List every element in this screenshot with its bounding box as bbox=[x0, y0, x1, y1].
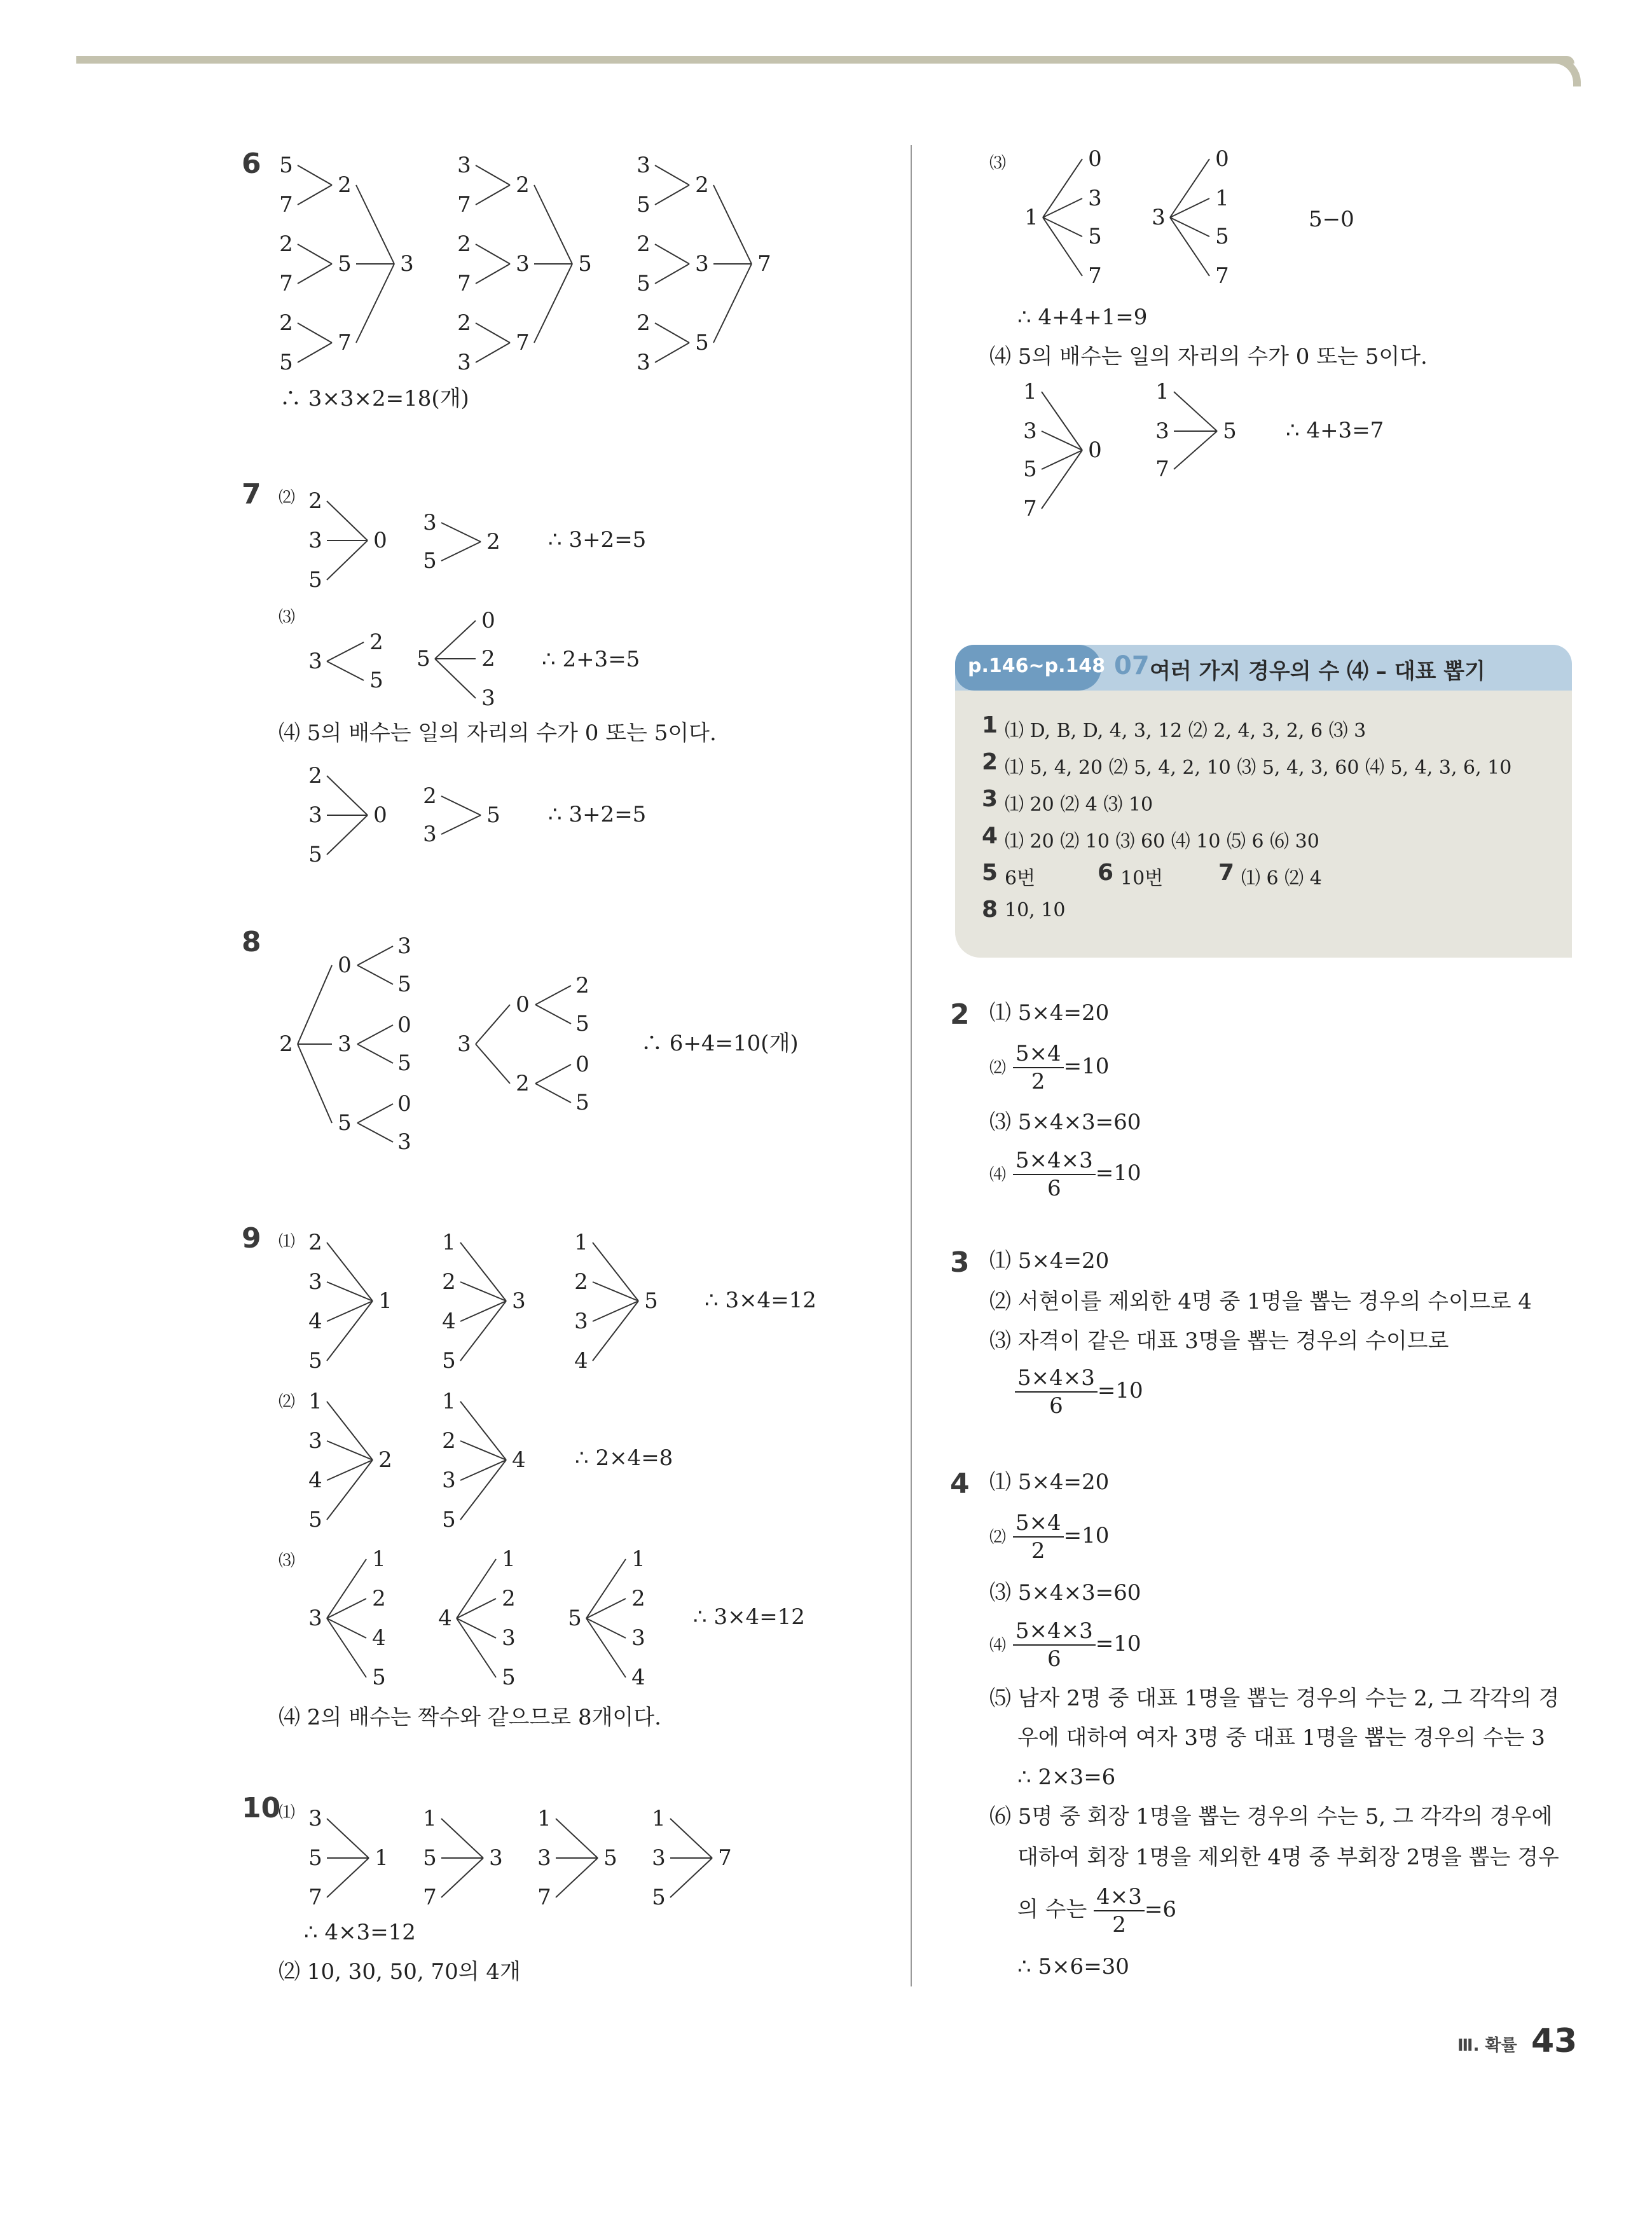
tree-edge bbox=[441, 1858, 483, 1897]
tree-node: 2 bbox=[637, 310, 650, 336]
problem-10-result-1: ∴ 4×3=12 bbox=[304, 1920, 416, 1945]
tree-node: 7 bbox=[757, 251, 771, 277]
tree-node: 7 bbox=[457, 271, 471, 296]
answer-box-row-text: ⑴ D, B, D, 4, 3, 12 ⑵ 2, 4, 3, 2, 6 ⑶ 3 bbox=[1005, 720, 1366, 742]
tree-node: 1 bbox=[423, 1806, 437, 1831]
tree-node: 3 bbox=[423, 822, 437, 847]
tree-node: 3 bbox=[308, 1606, 322, 1631]
tree-node: 5 bbox=[644, 1288, 658, 1314]
tree-edge bbox=[327, 1858, 369, 1897]
tree-node: 3 bbox=[1152, 205, 1166, 230]
tree-node: 0 bbox=[373, 528, 387, 553]
answer-box-row-number: 6 bbox=[1098, 860, 1114, 886]
tree-node: 7 bbox=[279, 271, 293, 296]
tree-node: 1 bbox=[442, 1230, 456, 1255]
tree-node: 2 bbox=[574, 1269, 588, 1295]
problem-9-note-4: ⑷ 2의 배수는 짝수와 같으므로 8개이다. bbox=[279, 1705, 661, 1730]
right-top-trees bbox=[0, 0, 1652, 572]
tree-node: 3 bbox=[652, 1845, 666, 1871]
tree-node: 5 bbox=[416, 646, 430, 671]
tree-node: 7 bbox=[457, 192, 471, 217]
tree-node: 3 bbox=[516, 251, 530, 277]
solution-3-number: 3 bbox=[950, 1246, 970, 1279]
solution-4-a2: ⑵ $\frac{5\times 4}{2}$ =10 bbox=[989, 1510, 1110, 1564]
tree-node: 3 bbox=[457, 350, 471, 375]
answer-box-row-text: 6번 bbox=[1005, 867, 1036, 890]
problem-8-number: 8 bbox=[242, 926, 261, 958]
footer-section: Ⅲ. 확률 bbox=[1457, 2036, 1517, 2055]
right-text-5-0: 5−0 bbox=[1309, 207, 1354, 232]
problem-10-note-2: ⑵ 10, 30, 50, 70의 4개 bbox=[279, 1959, 521, 1985]
tree-node: 3 bbox=[308, 802, 322, 828]
tree-node: 5 bbox=[423, 1845, 437, 1871]
tree-node: 2 bbox=[279, 231, 293, 257]
tree-edge bbox=[441, 1819, 483, 1858]
tree-node: 5 bbox=[486, 802, 500, 828]
tree-node: 3 bbox=[637, 350, 650, 375]
tree-edge bbox=[327, 1819, 369, 1858]
solution-4-a5-line2: 우에 대하여 여자 3명 중 대표 1명을 뽑는 경우의 수는 3 bbox=[1017, 1725, 1545, 1751]
tree-node: 2 bbox=[308, 488, 322, 514]
tree-node: 3 bbox=[457, 1031, 471, 1057]
tree-node: 2 bbox=[457, 310, 471, 336]
tree-node: 3 bbox=[1155, 418, 1169, 444]
tree-node: 7 bbox=[423, 1885, 437, 1910]
tree-node: 2 bbox=[442, 1428, 456, 1454]
problem-6-result: ∴ 3×3×2=18(개) bbox=[280, 386, 469, 411]
tree-node: 2 bbox=[502, 1586, 516, 1611]
tree-node: 0 bbox=[338, 953, 352, 978]
answer-box-row-number: 3 bbox=[982, 786, 998, 812]
solution-2-a2: ⑵ $\frac{5\times 4}{2}$ =10 bbox=[989, 1041, 1110, 1094]
solution-4-a5-result: ∴ 2×3=6 bbox=[1017, 1765, 1116, 1790]
tree-node: 4 bbox=[442, 1309, 456, 1334]
problem-7-number: 7 bbox=[242, 478, 261, 511]
tree-node: 7 bbox=[308, 1885, 322, 1910]
tree-node: 0 bbox=[1088, 146, 1102, 172]
tree-node: 2 bbox=[486, 529, 500, 554]
tree-node: 5 bbox=[575, 1090, 589, 1115]
problem-9-number: 9 bbox=[242, 1222, 261, 1255]
tree-node: 1 bbox=[1155, 379, 1169, 404]
tree-node: 0 bbox=[397, 1012, 411, 1038]
tree-node: 5 bbox=[308, 1348, 322, 1373]
tree-node: 5 bbox=[279, 350, 293, 375]
tree-node: 7 bbox=[516, 330, 530, 355]
tree-node: 5 bbox=[1223, 418, 1237, 444]
tree-node: 2 bbox=[279, 310, 293, 336]
tree-node: 5 bbox=[652, 1885, 666, 1910]
tree-node: 4 bbox=[308, 1468, 322, 1493]
tree-node: 5 bbox=[423, 548, 437, 574]
tree-node: 2 bbox=[695, 172, 709, 198]
tree-node: 1 bbox=[631, 1546, 645, 1572]
problem-9-label-1: ⑴ bbox=[279, 1232, 296, 1251]
tree-node: 5 bbox=[502, 1665, 516, 1690]
solution-4-a1: ⑴ 5×4=20 bbox=[989, 1469, 1110, 1495]
tree-node: 5 bbox=[603, 1845, 617, 1871]
tree-node: 2 bbox=[457, 231, 471, 257]
tree-node: 0 bbox=[1215, 146, 1229, 172]
tree-node: 3 bbox=[489, 1845, 503, 1871]
answer-box-row-number: 8 bbox=[982, 897, 998, 923]
right-label-3: ⑶ bbox=[989, 154, 1007, 173]
right-result-3: ∴ 4+4+1=9 bbox=[1017, 305, 1148, 330]
tree-node: 5 bbox=[397, 972, 411, 997]
tree-node: 5 bbox=[397, 1050, 411, 1076]
tree-node: 1 bbox=[574, 1230, 588, 1255]
solution-2-number: 2 bbox=[950, 998, 970, 1031]
tree-node: 5 bbox=[308, 567, 322, 593]
answer-box-row-text: ⑴ 6 ⑵ 4 bbox=[1241, 867, 1322, 890]
tree-node: 7 bbox=[1088, 263, 1102, 289]
tree-node: 3 bbox=[338, 1031, 352, 1057]
tree-node: 2 bbox=[575, 973, 589, 998]
tree-node: 3 bbox=[457, 153, 471, 178]
tree-node: 1 bbox=[308, 1389, 322, 1414]
tree-node: 1 bbox=[537, 1806, 551, 1831]
tree-edge bbox=[1174, 431, 1217, 469]
tree-edge bbox=[1042, 450, 1082, 509]
tree-node: 2 bbox=[372, 1586, 386, 1611]
tree-node: 3 bbox=[423, 510, 437, 535]
tree-node: 3 bbox=[308, 649, 322, 674]
solution-3-a1: ⑴ 5×4=20 bbox=[989, 1248, 1110, 1274]
problem-7-note-4: ⑷ 5의 배수는 일의 자리의 수가 0 또는 5이다. bbox=[279, 720, 717, 746]
tree-node: 3 bbox=[442, 1468, 456, 1493]
tree-node: 5 bbox=[369, 668, 383, 693]
solution-4-a4: ⑷ $\frac{5\times 4\times 3}{6}$ =10 bbox=[989, 1618, 1141, 1672]
tree-node: 5 bbox=[568, 1606, 582, 1631]
tree-edge bbox=[1170, 217, 1209, 276]
problem-9-result-2: ∴ 2×4=8 bbox=[575, 1445, 673, 1471]
problem-9-result-1: ∴ 3×4=12 bbox=[705, 1288, 816, 1313]
problem-9-result-3: ∴ 3×4=12 bbox=[693, 1604, 805, 1630]
tree-node: 2 bbox=[378, 1447, 392, 1473]
solution-2-a1: ⑴ 5×4=20 bbox=[989, 1000, 1110, 1026]
tree-node: 2 bbox=[631, 1586, 645, 1611]
tree-edge bbox=[1174, 392, 1217, 431]
tree-node: 4 bbox=[372, 1625, 386, 1651]
tree-node: 3 bbox=[637, 153, 650, 178]
solution-4-a5-line1: ⑸ 남자 2명 중 대표 1명을 뽑는 경우의 수는 2, 그 각각의 경 bbox=[989, 1686, 1560, 1711]
tree-node: 0 bbox=[1088, 437, 1102, 463]
right-result-4: ∴ 4+3=7 bbox=[1286, 418, 1384, 443]
answer-box-row-text: ⑴ 20 ⑵ 10 ⑶ 60 ⑷ 10 ⑸ 6 ⑹ 30 bbox=[1005, 830, 1319, 853]
tree-edge bbox=[1043, 217, 1082, 276]
tree-node: 7 bbox=[1155, 457, 1169, 482]
tree-node: 1 bbox=[502, 1546, 516, 1572]
tree-node: 4 bbox=[308, 1309, 322, 1334]
answer-box-row-number: 1 bbox=[982, 712, 998, 738]
tree-node: 5 bbox=[308, 842, 322, 867]
tree-node: 3 bbox=[308, 1428, 322, 1454]
tree-node: 0 bbox=[397, 1091, 411, 1117]
problem-7-result-3: ∴ 2+3=5 bbox=[542, 647, 640, 672]
answer-box-row-number: 2 bbox=[982, 749, 998, 775]
problem-7-label-3: ⑶ bbox=[279, 608, 296, 627]
tree-node: 3 bbox=[400, 251, 414, 277]
tree-node: 4 bbox=[512, 1447, 526, 1473]
tree-edge bbox=[1042, 392, 1082, 450]
problem-7-result-2: ∴ 3+2=5 bbox=[548, 527, 647, 553]
tree-node: 7 bbox=[537, 1885, 551, 1910]
answer-box-row-number: 4 bbox=[982, 823, 998, 849]
solution-4-a6-result: ∴ 5×6=30 bbox=[1017, 1954, 1129, 1979]
tree-node: 1 bbox=[1023, 379, 1037, 404]
tree-node: 1 bbox=[1215, 186, 1229, 211]
tree-node: 1 bbox=[442, 1389, 456, 1414]
tree-edge bbox=[556, 1819, 598, 1858]
tree-node: 2 bbox=[308, 763, 322, 788]
tree-node: 5 bbox=[308, 1507, 322, 1532]
tree-node: 4 bbox=[438, 1606, 452, 1631]
tree-node: 5 bbox=[695, 330, 709, 355]
tree-node: 3 bbox=[512, 1288, 526, 1314]
problem-6-number: 6 bbox=[242, 148, 261, 180]
tree-node: 1 bbox=[375, 1845, 389, 1871]
tree-node: 0 bbox=[575, 1052, 589, 1077]
tree-node: 2 bbox=[481, 646, 495, 671]
tree-node: 4 bbox=[631, 1665, 645, 1690]
tree-node: 5 bbox=[442, 1507, 456, 1532]
tree-node: 5 bbox=[637, 192, 650, 217]
tree-node: 0 bbox=[373, 802, 387, 828]
solution-4-a6-line1: ⑹ 5명 중 회장 1명을 뽑는 경우의 수는 5, 그 각각의 경우에 bbox=[989, 1804, 1553, 1829]
tree-node: 0 bbox=[516, 992, 530, 1017]
tree-edge bbox=[670, 1819, 712, 1858]
page-number: 43 bbox=[1531, 2022, 1578, 2060]
tree-node: 5 bbox=[338, 1110, 352, 1136]
problem-7-label-2: ⑵ bbox=[279, 488, 296, 507]
tree-node: 3 bbox=[308, 528, 322, 553]
solution-3-a2: ⑵ 서현이를 제외한 4명 중 1명을 뽑는 경우의 수이므로 4 bbox=[989, 1289, 1532, 1314]
tree-node: 7 bbox=[1023, 496, 1037, 521]
solution-2-a4: ⑷ $\frac{5\times 4\times 3}{6}$ =10 bbox=[989, 1148, 1141, 1201]
tree-node: 1 bbox=[372, 1546, 386, 1572]
tree-node: 3 bbox=[695, 251, 709, 277]
answer-box-row-text: ⑴ 5, 4, 20 ⑵ 5, 4, 2, 10 ⑶ 5, 4, 3, 60 ⑷ 5, 4, 3, 6, 10 bbox=[1005, 757, 1512, 779]
tree-node: 5 bbox=[372, 1665, 386, 1690]
tree-node: 3 bbox=[397, 933, 411, 959]
answer-box-row-text: 10번 bbox=[1120, 867, 1164, 890]
tree-node: 7 bbox=[279, 192, 293, 217]
tree-edge bbox=[670, 1858, 712, 1897]
solution-4-a6-line3: 의 수는 $\frac{4\times 3}{2}$ =6 bbox=[1017, 1884, 1177, 1937]
solution-2-a3: ⑶ 5×4×3=60 bbox=[989, 1110, 1141, 1135]
tree-node: 2 bbox=[516, 1071, 530, 1096]
tree-node: 0 bbox=[481, 608, 495, 633]
answer-box-row-text: ⑴ 20 ⑵ 4 ⑶ 10 bbox=[1005, 794, 1153, 816]
tree-edge bbox=[1043, 159, 1082, 217]
tree-node: 3 bbox=[1088, 186, 1102, 211]
tree-node: 2 bbox=[369, 630, 383, 655]
tree-node: 5 bbox=[442, 1348, 456, 1373]
tree-node: 5 bbox=[575, 1011, 589, 1036]
tree-node: 7 bbox=[1215, 263, 1229, 289]
problem-7-result-4: ∴ 3+2=5 bbox=[548, 802, 647, 827]
tree-node: 3 bbox=[481, 685, 495, 711]
tree-node: 2 bbox=[637, 231, 650, 257]
tree-node: 5 bbox=[338, 251, 352, 277]
tree-node: 5 bbox=[308, 1845, 322, 1871]
answer-box-row-number: 7 bbox=[1218, 860, 1235, 886]
solution-3-a3-fraction: $\frac{5\times 4\times 3}{6}$ =10 bbox=[1015, 1367, 1143, 1417]
tree-node: 3 bbox=[308, 1269, 322, 1295]
tree-node: 5 bbox=[1023, 457, 1037, 482]
tree-node: 2 bbox=[308, 1230, 322, 1255]
tree-node: 2 bbox=[279, 1031, 293, 1057]
tree-node: 3 bbox=[574, 1309, 588, 1334]
tree-node: 3 bbox=[631, 1625, 645, 1651]
tree-node: 4 bbox=[574, 1348, 588, 1373]
tree-node: 5 bbox=[578, 251, 592, 277]
problem-9-label-3: ⑶ bbox=[279, 1552, 296, 1571]
tree-node: 5 bbox=[1088, 224, 1102, 249]
solution-3-a3: ⑶ 자격이 같은 대표 3명을 뽑는 경우의 수이므로 bbox=[989, 1328, 1449, 1354]
solution-4-number: 4 bbox=[950, 1468, 970, 1500]
tree-node: 2 bbox=[338, 172, 352, 198]
answer-box-row-number: 5 bbox=[982, 860, 998, 886]
right-note-4: ⑷ 5의 배수는 일의 자리의 수가 0 또는 5이다. bbox=[989, 344, 1428, 369]
solution-4-a3: ⑶ 5×4×3=60 bbox=[989, 1580, 1141, 1606]
problem-8-result: ∴ 6+4=10(개) bbox=[641, 1031, 799, 1056]
answer-box-pages: p.146~p.148 bbox=[968, 655, 1106, 677]
tree-node: 1 bbox=[652, 1806, 666, 1831]
tree-node: 3 bbox=[537, 1845, 551, 1871]
problem-10-number: 10 bbox=[242, 1792, 281, 1824]
tree-node: 2 bbox=[423, 783, 437, 809]
tree-node: 7 bbox=[338, 330, 352, 355]
tree-node: 3 bbox=[308, 1806, 322, 1831]
answer-box-code: 07 bbox=[1114, 651, 1150, 680]
problem-10-label-1: ⑴ bbox=[279, 1803, 296, 1822]
tree-node: 2 bbox=[516, 172, 530, 198]
tree-node: 1 bbox=[378, 1288, 392, 1314]
tree-node: 3 bbox=[397, 1129, 411, 1155]
tree-node: 7 bbox=[718, 1845, 732, 1871]
tree-node: 3 bbox=[1023, 418, 1037, 444]
tree-node: 5 bbox=[279, 153, 293, 178]
answer-box-title: 여러 가지 경우의 수 ⑷ – 대표 뽑기 bbox=[1150, 659, 1485, 684]
tree-node: 3 bbox=[502, 1625, 516, 1651]
solution-4-a6-line2: 대하여 회장 1명을 제외한 4명 중 부회장 2명을 뽑는 경우 bbox=[1017, 1845, 1559, 1870]
tree-node: 5 bbox=[637, 271, 650, 296]
answer-box-row-text: 10, 10 bbox=[1005, 899, 1066, 921]
tree-edge bbox=[1170, 159, 1209, 217]
tree-node: 2 bbox=[442, 1269, 456, 1295]
tree-node: 1 bbox=[1024, 205, 1038, 230]
tree-node: 5 bbox=[1215, 224, 1229, 249]
tree-edge bbox=[556, 1858, 598, 1897]
problem-9-label-2: ⑵ bbox=[279, 1393, 296, 1412]
